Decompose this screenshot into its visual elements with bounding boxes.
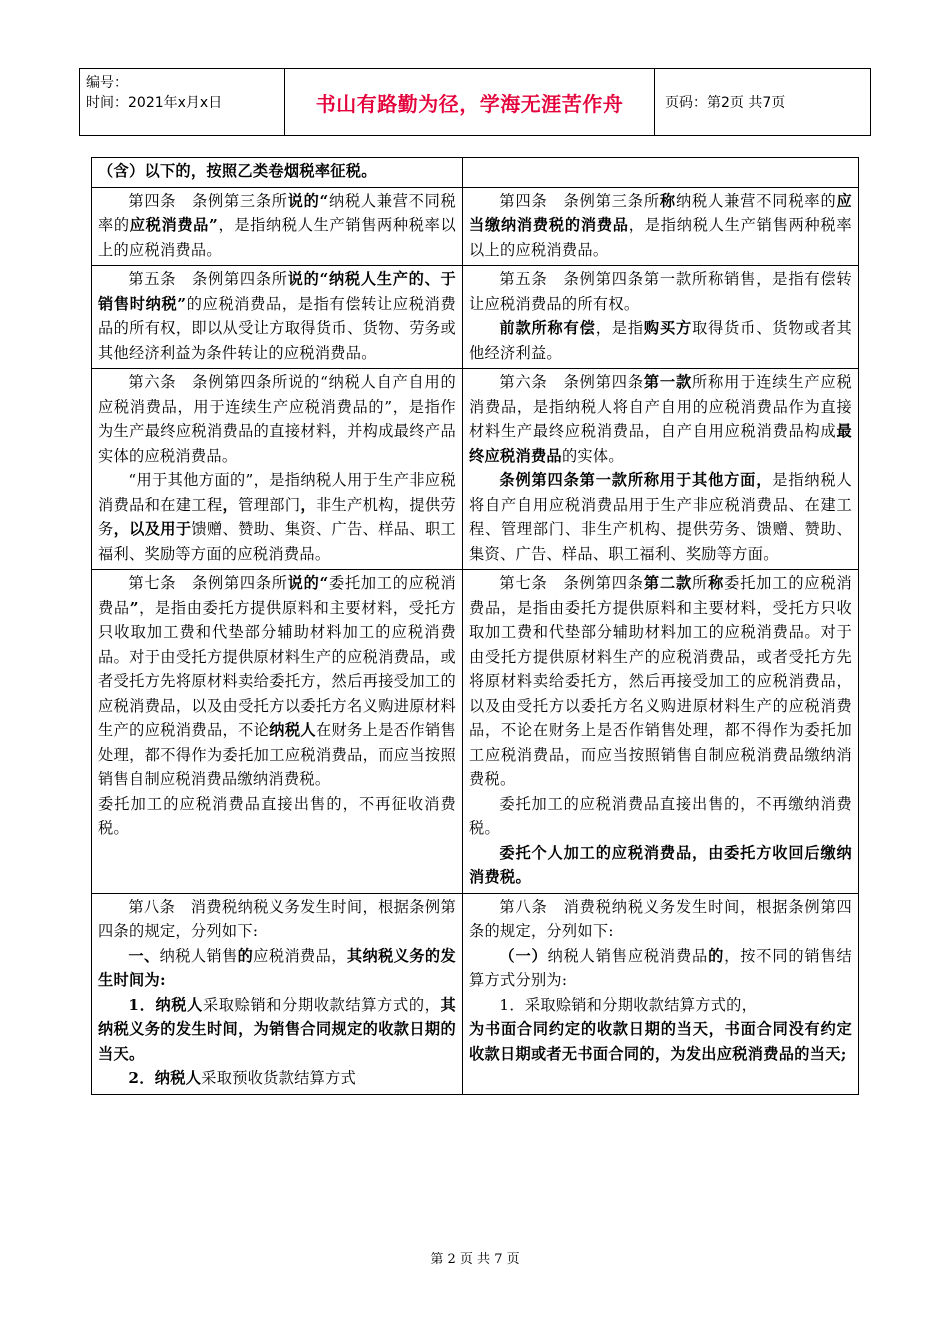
table-row	[92, 893, 859, 1094]
table-row	[92, 187, 859, 266]
header-motto: 书山有路勤为径，学海无涯苦作舟	[285, 69, 655, 135]
old-text-cell: 第五条 条例第四条所说的“纳税人生产的、于销售时纳税”的应税消费品，是指有偿转让应税消费品的所有权，即以从受让方取得货币、货物、劳务或其他经济利益为条件转让的应税消费品。	[92, 266, 463, 369]
header-page-number: 页码：第2页 共7页	[665, 95, 786, 111]
old-text-cell: 第七条 条例第四条所说的“委托加工的应税消费品”，是指由委托方提供原料和主要材料，受托方只收取加工费和代垫部分辅助材料加工的应税消费品。对于由受托方提供原材料生产的应税消费品，或者受托方先将原材料卖给委托方，然后再接受加工的应税消费品，以及由受托方以委托方名义购进原材料生产的应税消费品，不论纳税人在财务上是否作销售处理，都不得作为委托加工应税消费品，而应当按照销售自制应税消费品缴纳消费税。 委托加工的应税消费品直接出售的，不再征收消费税。	[92, 570, 463, 894]
document-number: 编号：	[86, 75, 128, 91]
old-text-cell: 第四条 条例第三条所说的“纳税人兼营不同税率的应税消费品”，是指纳税人生产销售两种税率以上的应税消费品。	[92, 187, 463, 266]
page-header	[79, 68, 871, 136]
new-text-cell	[463, 158, 859, 188]
new-text-cell: 第七条 条例第四条第二款所称委托加工的应税消费品，是指由委托方提供原料和主要材料，受托方只收取加工费和代垫部分辅助材料加工的应税消费品。对于由受托方提供原材料生产的应税消费品，或者受托方先将原材料卖给委托方，然后再接受加工的应税消费品，以及由受托方以委托方名义购进原材料生产的应税消费品，不论在财务上是否作销售处理，都不得作为委托加工应税消费品，而应当按照销售自制应税消费品缴纳消费税。 委托加工的应税消费品直接出售的，不再缴纳消费税。 委托个人加工的应税消费品，由委托方收回后缴纳消费税。	[463, 570, 859, 894]
document-date: 时间：2021年x月x日	[86, 95, 223, 111]
new-text-cell: 第八条 消费税纳税义务发生时间，根据条例第四条的规定，分列如下: （一）纳税人销售应税消费品的，按不同的销售结算方式分别为: 1．采取赊销和分期收款结算方式的， 为书面合同约定的收款日期的当天，书面合同没有约定收款日期或者无书面合同的，为发出应税消费品的当天;	[463, 893, 859, 1094]
new-text-cell: 第六条 条例第四条第一款所称用于连续生产应税消费品，是指纳税人将自产自用的应税消费品作为直接材料生产最终应税消费品，自产自用应税消费品构成最终应税消费品的实体。 条例第四条第一款所称用于其他方面，是指纳税人将自产自用应税消费品用于生产非应税消费品、在建工程、管理部门、非生产机构、提供劳务、馈赠、赞助、集资、广告、样品、职工福利、奖励等方面。	[463, 369, 859, 570]
old-text-cell: （含）以下的，按照乙类卷烟税率征税。	[92, 158, 463, 188]
old-text-cell: 第六条 条例第四条所说的“纳税人自产自用的应税消费品，用于连续生产应税消费品的”，是指作为生产最终应税消费品的直接材料，并构成最终产品实体的应税消费品。 “用于其他方面的”，是指纳税人用于生产非应税消费品和在建工程，管理部门，非生产机构，提供劳务，以及用于馈赠、赞助、集资、广告、样品、职工福利、奖励等方面的应税消费品。	[92, 369, 463, 570]
header-meta	[80, 69, 285, 135]
old-text-cell: 第八条 消费税纳税义务发生时间，根据条例第四条的规定，分列如下: 一、纳税人销售的应税消费品，其纳税义务的发生时间为: 1．纳税人采取赊销和分期收款结算方式的，其纳税义务的发生时间，为销售合同规定的收款日期的当天。 2．纳税人采取预收货款结算方式	[92, 893, 463, 1094]
comparison-table	[91, 157, 859, 1095]
new-text-cell: 第五条 条例第四条第一款所称销售，是指有偿转让应税消费品的所有权。 前款所称有偿，是指购买方取得货币、货物或者其他经济利益。	[463, 266, 859, 369]
new-text-cell: 第四条 条例第三条所称纳税人兼营不同税率的应当缴纳消费税的消费品，是指纳税人生产销售两种税率以上的应税消费品。	[463, 187, 859, 266]
page-footer: 第 2 页 共 7 页	[430, 1252, 520, 1267]
table-row	[92, 369, 859, 570]
table-row	[92, 158, 859, 188]
table-row	[92, 266, 859, 369]
table-row	[92, 570, 859, 894]
